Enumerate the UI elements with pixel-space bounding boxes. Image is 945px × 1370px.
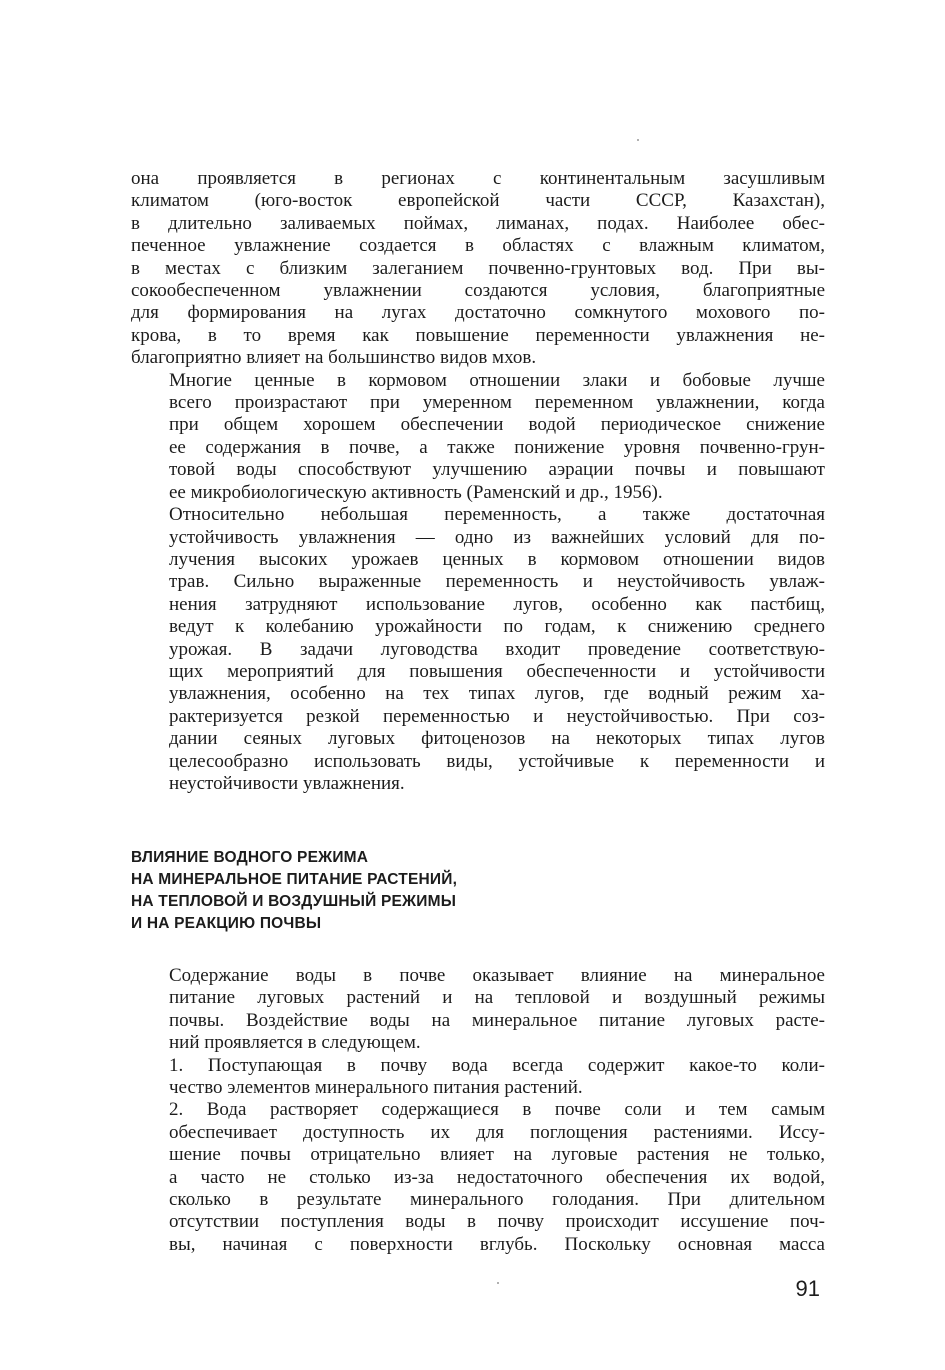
text-line: шение почвы отрицательно влияет на луговые растения не только, bbox=[169, 1144, 825, 1166]
text-line: неустойчивости увлажнения. bbox=[169, 772, 405, 794]
text-line: лучения высоких урожаев ценных в кормовом отношении видов bbox=[169, 548, 825, 570]
paragraph-4 bbox=[131, 965, 825, 1055]
text-line: увлажнения, особенно на тех типах лугов, где водный режим ха- bbox=[169, 683, 825, 705]
text-line: Относительно небольшая переменность, а также достаточная bbox=[169, 504, 825, 526]
text-block-bottom bbox=[131, 965, 825, 1256]
paragraph-5 bbox=[131, 1055, 825, 1100]
heading-line: И НА РЕАКЦИЮ ПОЧВЫ bbox=[131, 915, 322, 932]
text-line: целесообразно использовать виды, устойчивые к переменности и bbox=[169, 750, 825, 772]
text-line: при общем хорошем обеспечении водой периодическое снижение bbox=[169, 414, 825, 436]
text-line: ее микробиологическую активность (Раменский и др., 1956). bbox=[169, 481, 663, 503]
text-line: ведут к колебанию урожайности по годам, к снижению среднего bbox=[169, 616, 825, 638]
text-line: 1. Поступающая в почву вода всегда содержит какое-то коли- bbox=[169, 1054, 825, 1076]
text-line: она проявляется в регионах с континентальным засушливым bbox=[131, 168, 825, 189]
text-line: нения затрудняют использование лугов, особенно как пастбищ, bbox=[169, 593, 825, 615]
text-line: всего произрастают при умеренном переменном увлажнении, когда bbox=[169, 392, 825, 414]
text-line: щих мероприятий для повышения обеспеченности и устойчивости bbox=[169, 660, 825, 682]
text-line: питание луговых растений и на тепловой и воздушный режимы bbox=[169, 987, 825, 1009]
text-line: обеспечивает доступность их для поглощения растениями. Иссу- bbox=[169, 1121, 825, 1143]
text-block-top bbox=[131, 168, 825, 795]
text-line: ний проявляется в следующем. bbox=[169, 1032, 421, 1054]
print-speck bbox=[637, 139, 639, 141]
paragraph-2 bbox=[131, 370, 825, 504]
text-line: а часто не столько из-за недостаточного обеспечения их водой, bbox=[169, 1166, 825, 1188]
text-line: устойчивость увлажнения — одно из важнейших условий для по- bbox=[169, 526, 825, 548]
text-line: климатом (юго-восток европейской части СССР, Казахстан), bbox=[131, 190, 825, 212]
text-line: в длительно заливаемых поймах, лиманах, подах. Наиболее обес- bbox=[131, 212, 825, 234]
heading-line: НА ТЕПЛОВОЙ И ВОЗДУШНЫЙ РЕЖИМЫ bbox=[131, 893, 457, 910]
text-line: Многие ценные в кормовом отношении злаки и бобовые лучше bbox=[169, 369, 825, 391]
text-line: трав. Сильно выраженные переменность и неустойчивость увлаж- bbox=[169, 571, 825, 593]
text-line: почвы. Воздействие воды на минеральное питание луговых расте- bbox=[169, 1009, 825, 1031]
text-line: в местах с близким залеганием почвенно-грунтовых вод. При вы- bbox=[131, 257, 825, 279]
heading-line: НА МИНЕРАЛЬНОЕ ПИТАНИЕ РАСТЕНИЙ, bbox=[131, 871, 458, 888]
print-speck bbox=[497, 1282, 499, 1284]
paragraph-3 bbox=[131, 504, 825, 795]
paragraph-6 bbox=[131, 1099, 825, 1256]
text-line: дании сеяных луговых фитоценозов на некоторых типах лугов bbox=[169, 728, 825, 750]
text-line: товой воды способствуют улучшению аэрации почвы и повышают bbox=[169, 459, 825, 481]
page-number: 91 bbox=[795, 1276, 820, 1301]
section-heading bbox=[131, 847, 551, 935]
text-line: благоприятно влияет на большинство видов мхов. bbox=[131, 347, 537, 369]
text-line: печенное увлажнение создается в областях с влажным климатом, bbox=[131, 235, 825, 257]
text-line: для формирования на лугах достаточно сомкнутого мохового по- bbox=[131, 302, 825, 324]
text-line: 2. Вода растворяет содержащиеся в почве соли и тем самым bbox=[169, 1099, 825, 1121]
text-line: рактеризуется резкой переменностью и неустойчивостью. При соз- bbox=[169, 705, 825, 727]
text-line: чество элементов минерального питания растений. bbox=[169, 1077, 583, 1099]
text-line: сколько в результате минерального голодания. При длительном bbox=[169, 1189, 825, 1211]
text-line: отсутствии поступления воды в почву происходит иссушение поч- bbox=[169, 1211, 825, 1233]
heading-line: ВЛИЯНИЕ ВОДНОГО РЕЖИМА bbox=[131, 849, 369, 866]
text-line: ее содержания в почве, а также понижение уровня почвенно-грун- bbox=[169, 436, 825, 458]
paragraph-1 bbox=[131, 168, 825, 370]
text-line: вы, начиная с поверхности вглубь. Поскольку основная масса bbox=[169, 1233, 825, 1255]
text-line: крова, в то время как повышение переменности увлажнения не- bbox=[131, 324, 825, 346]
text-line: урожая. В задачи луговодства входит проведение соответствую- bbox=[169, 638, 825, 660]
text-line: сокообеспеченном увлажнении создаются условия, благоприятные bbox=[131, 280, 825, 302]
text-line: Содержание воды в почве оказывает влияние на минеральное bbox=[169, 965, 825, 986]
